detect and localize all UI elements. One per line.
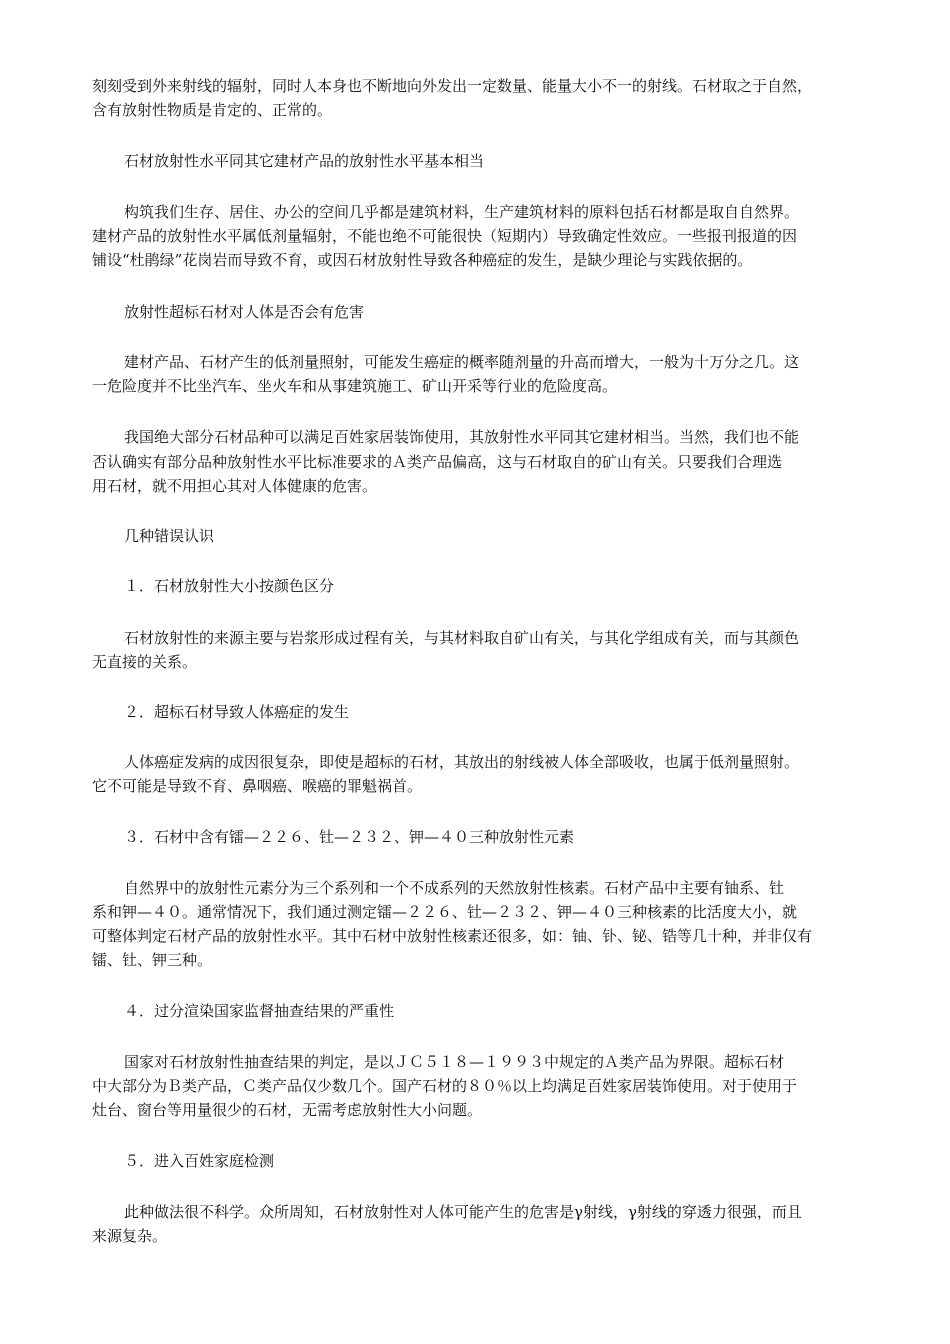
numbered-heading: ３．石材中含有镭—２２６、钍—２３２、钾—４０三种放射性元素 <box>124 828 575 846</box>
paragraph-line: 自然界中的放射性元素分为三个系列和一个不成系列的天然放射性核素。石材产品中主要有铀系、钍 <box>124 879 785 897</box>
paragraph-line: 来源复杂。 <box>92 1227 168 1245</box>
paragraph-line: 系和钾—４０。通常情况下，我们通过测定镭—２２６、钍—２３２、钾—４０三种核素的比活度大小，就 <box>92 903 798 921</box>
paragraph-line: 可整体判定石材产品的放射性水平。其中石材中放射性核素还很多，如：铀、钋、铋、锆等几十种，并非仅有 <box>92 927 813 945</box>
paragraph-line: 灶台、窗台等用量很少的石材，无需考虑放射性大小问题。 <box>92 1101 483 1119</box>
numbered-heading: ４．过分渲染国家监督抽查结果的严重性 <box>124 1002 395 1020</box>
paragraph-line: 国家对石材放射性抽查结果的判定，是以ＪＣ５１８—１９９３中规定的Ａ类产品为界限。超标石材 <box>124 1053 785 1071</box>
paragraph-line: 此种做法很不科学。众所周知，石材放射性对人体可能产生的危害是γ射线，γ射线的穿透力很强，而且 <box>124 1203 802 1221</box>
paragraph-line: 建材产品的放射性水平属低剂量辐射，不能也绝不可能很快（短期内）导致确定性效应。一些报刊报道的因 <box>92 227 798 245</box>
numbered-heading: １．石材放射性大小按颜色区分 <box>124 577 335 595</box>
paragraph-line: 中大部分为Ｂ类产品，Ｃ类产品仅少数几个。国产石材的８０％以上均满足百姓家居装饰使用。对于使用于 <box>92 1077 798 1095</box>
paragraph-line: 人体癌症发病的成因很复杂，即使是超标的石材，其放出的射线被人体全部吸收，也属于低剂量照射。 <box>124 753 800 771</box>
paragraph-line: 否认确实有部分品种放射性水平比标准要求的Ａ类产品偏高，这与石材取自的矿山有关。只要我们合理选 <box>92 453 783 471</box>
section-heading: 石材放射性水平同其它建材产品的放射性水平基本相当 <box>124 152 485 170</box>
paragraph-line: 镭、钍、钾三种。 <box>92 951 213 969</box>
paragraph-line: 构筑我们生存、居住、办公的空间几乎都是建筑材料，生产建筑材料的原料包括石材都是取自自然界。 <box>124 203 800 221</box>
paragraph-line: 建材产品、石材产生的低剂量照射，可能发生癌症的概率随剂量的升高而增大，一般为十万分之几。这 <box>124 353 800 371</box>
paragraph-line: 一危险度并不比坐汽车、坐火车和从事建筑施工、矿山开采等行业的危险度高。 <box>92 377 618 395</box>
paragraph-line: 铺设“杜鹃绿”花岗岩而导致不育，或因石材放射性导致各种癌症的发生，是缺少理论与实践依据的。 <box>92 251 753 269</box>
paragraph-line: 含有放射性物质是肯定的、正常的。 <box>92 101 333 119</box>
section-heading: 几种错误认识 <box>124 527 215 545</box>
paragraph-line: 用石材，就不用担心其对人体健康的危害。 <box>92 477 378 495</box>
paragraph-line: 刻刻受到外来射线的辐射，同时人本身也不断地向外发出一定数量、能量大小不一的射线。石材取之于自然， <box>92 77 813 95</box>
paragraph-line: 无直接的关系。 <box>92 653 198 671</box>
paragraph-line: 我国绝大部分石材品种可以满足百姓家居装饰使用，其放射性水平同其它建材相当。当然，我们也不能 <box>124 428 800 446</box>
paragraph-line: 石材放射性的来源主要与岩浆形成过程有关，与其材料取自矿山有关，与其化学组成有关，而与其颜色 <box>124 629 800 647</box>
paragraph-line: 它不可能是导致不育、鼻咽癌、喉癌的罪魁祸首。 <box>92 777 423 795</box>
numbered-heading: ２．超标石材导致人体癌症的发生 <box>124 703 350 721</box>
section-heading: 放射性超标石材对人体是否会有危害 <box>124 303 365 321</box>
numbered-heading: ５．进入百姓家庭检测 <box>124 1152 275 1170</box>
